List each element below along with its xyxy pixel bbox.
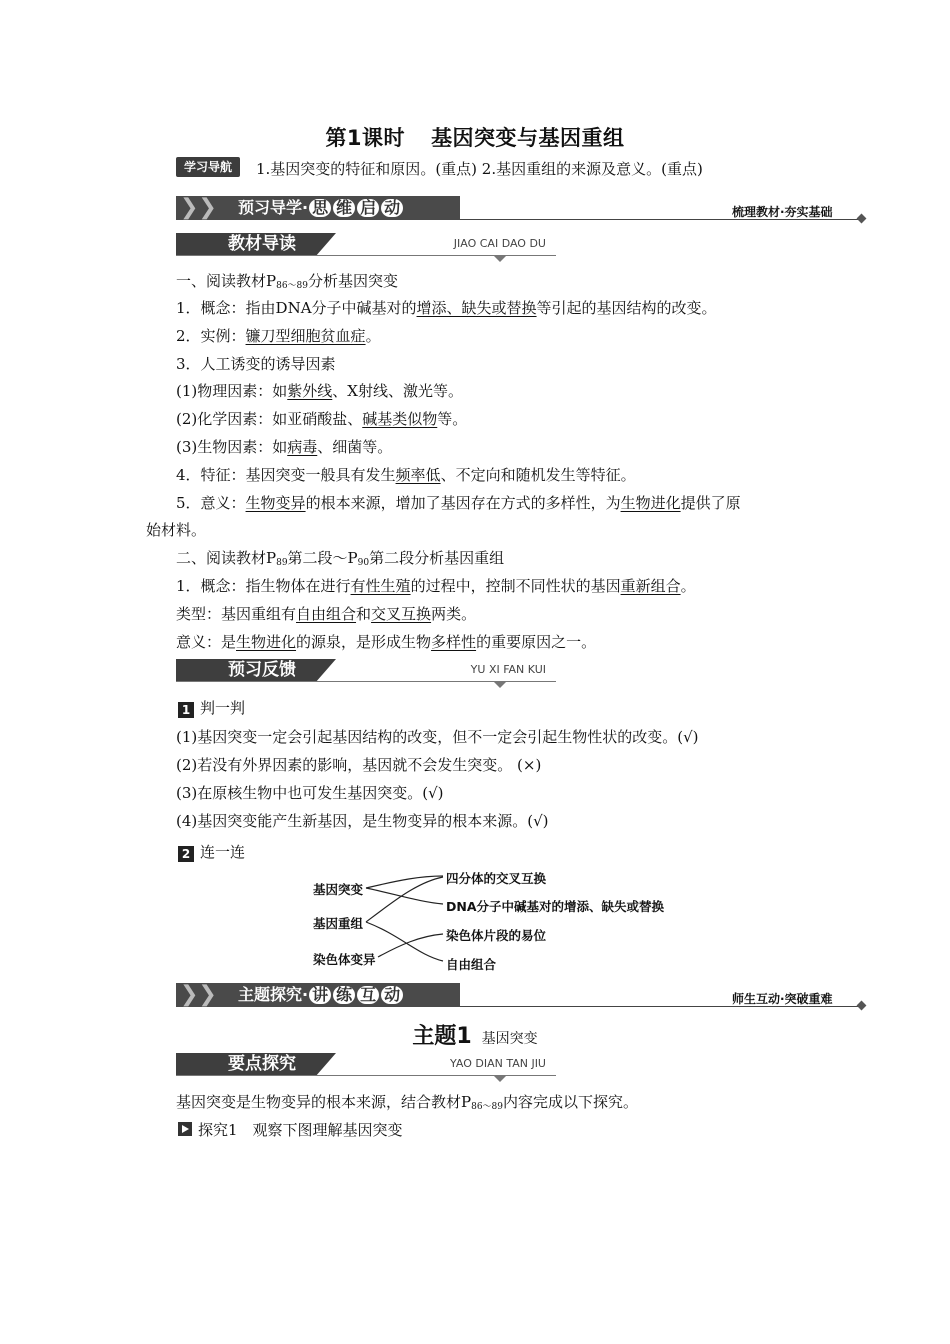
band-label: 主题探究· 讲 练 互 动 <box>238 983 404 1007</box>
explore-heading: 探究1 观察下图理解基因突变 <box>178 1120 403 1140</box>
lesson-topic: 基因突变与基因重组 <box>431 126 625 150</box>
text-line: (3)生物因素：如病毒、细菌等。 <box>176 438 393 456</box>
subband-en: JIAO CAI DAO DU <box>453 237 546 250</box>
text-line: 1．概念：指由DNA分子中碱基对的增添、缺失或替换等引起的基因结构的改变。 <box>176 299 717 317</box>
subband-label: 教材导读 <box>228 234 296 254</box>
question-heading: 2 连一连 <box>178 842 245 862</box>
section-heading: 一、阅读教材$P_{86\sim 89}$分析基因突变 <box>176 272 399 291</box>
text-line: 1．概念：指生物体在进行有性生殖的过程中，控制不同性状的基因重新组合。 <box>176 577 696 595</box>
subsection-band-feedback <box>176 659 556 682</box>
theme-title: 主题1 基因突变 <box>412 1024 538 1049</box>
page-title <box>0 122 950 152</box>
text-line: 始材料。 <box>146 521 207 539</box>
band-right-text: 师生互动·突破重难 <box>732 992 833 1006</box>
text-line: (2)化学因素：如亚硝酸盐、碱基类似物等。 <box>176 410 468 428</box>
match-left-item: 基因突变 <box>313 882 364 897</box>
text-line: 4．特征：基因突变一般具有发生频率低、不定向和随机发生等特征。 <box>176 466 636 484</box>
judge-item: (3)在原核生物中也可发生基因突变。(√) <box>176 784 444 802</box>
intro-text: 基因突变是生物变异的根本来源，结合教材$P_{86\sim 89}$内容完成以下探究。 <box>176 1093 639 1112</box>
match-left-item: 染色体变异 <box>313 952 376 967</box>
matching-lines <box>300 860 460 980</box>
guide-text: 1.基因突变的特征和原因。(重点) 2.基因重组的来源及意义。(重点) <box>256 160 703 178</box>
lesson-number: 第1课时 <box>325 126 406 150</box>
subband-en: YU XI FAN KUI <box>470 663 546 676</box>
match-left-item: 基因重组 <box>313 916 364 931</box>
band-label: 预习导学· 思 维 启 动 <box>238 196 404 220</box>
band-right-text: 梳理教材·夯实基础 <box>732 205 833 219</box>
match-right-item: 自由组合 <box>446 957 497 972</box>
match-right-item: 四分体的交叉互换 <box>446 871 547 886</box>
match-line <box>366 922 443 961</box>
text-line: 3．人工诱变的诱导因素 <box>176 355 336 373</box>
text-line: 2．实例：镰刀型细胞贫血症。 <box>176 327 381 345</box>
number-badge: 2 <box>178 846 194 862</box>
subsection-band-textbook <box>176 233 556 256</box>
section-band-preview <box>176 196 460 220</box>
text-line: 类型：基因重组有自由组合和交叉互换两类。 <box>176 605 477 623</box>
question-heading: 1 判一判 <box>178 698 245 718</box>
play-icon <box>178 1122 192 1136</box>
match-line <box>366 876 443 888</box>
judge-item: (1)基因突变一定会引起基因结构的改变，但不一定会引起生物性状的改变。(√) <box>176 728 699 746</box>
text-line: (1)物理因素：如紫外线、X射线、激光等。 <box>176 382 463 400</box>
judge-item: (2)若没有外界因素的影响，基因就不会发生突变。 (×) <box>176 756 542 774</box>
subband-label: 要点探究 <box>228 1054 296 1074</box>
guide-badge: 学习导航 <box>176 157 240 177</box>
text-line: 意义：是生物进化的源泉，是形成生物多样性的重要原因之一。 <box>176 633 597 651</box>
section-band-explore <box>176 983 460 1007</box>
subsection-band-keypoints <box>176 1053 556 1076</box>
match-right-item: 染色体片段的易位 <box>446 928 547 943</box>
diamond-icon <box>857 1001 867 1011</box>
match-right-item: DNA分子中碱基对的增添、缺失或替换 <box>446 899 665 914</box>
match-line <box>366 888 443 904</box>
subband-label: 预习反馈 <box>228 660 296 680</box>
judge-item: (4)基因突变能产生新基因，是生物变异的根本来源。(√) <box>176 812 549 830</box>
chevron-icon: ❯❯ <box>180 982 217 1007</box>
match-line <box>366 877 443 922</box>
section-heading: 二、阅读教材$P_{89}$第二段$\sim P_{90}$第二段分析基因重组 <box>176 549 505 568</box>
number-badge: 1 <box>178 702 194 718</box>
diamond-icon <box>857 214 867 224</box>
subband-en: YAO DIAN TAN JIU <box>450 1057 546 1070</box>
text-line: 5．意义：生物变异的根本来源，增加了基因存在方式的多样性，为生物进化提供了原 <box>176 494 741 512</box>
chevron-icon: ❯❯ <box>180 195 217 220</box>
